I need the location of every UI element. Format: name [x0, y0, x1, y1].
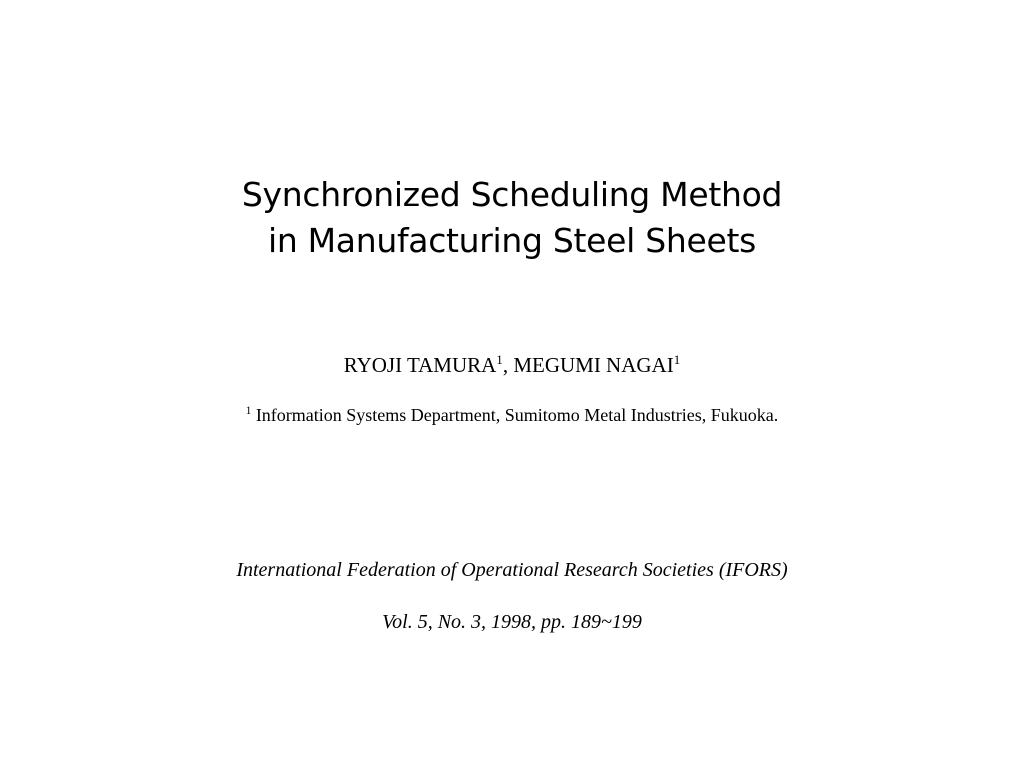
author-name: RYOJI TAMURA	[343, 353, 497, 377]
affiliation-marker: 1	[673, 352, 681, 367]
affiliation-marker: 1	[245, 405, 252, 417]
paper-title	[0, 172, 1024, 264]
author-list	[0, 350, 1024, 380]
author-name: MEGUMI NAGAI	[513, 353, 674, 377]
author-separator: ,	[502, 353, 514, 377]
title-line-2: in Manufacturing Steel Sheets	[267, 221, 757, 260]
affiliation-text: Information Systems Department, Sumitomo Metal Industries, Fukuoka.	[251, 405, 779, 425]
author-affiliation	[0, 402, 1024, 428]
volume-citation: Vol. 5, No. 3, 1998, pp. 189~199	[382, 611, 642, 633]
title-line-1: Synchronized Scheduling Method	[241, 175, 783, 214]
journal-name: International Federation of Operational Research Societies (IFORS)	[236, 559, 788, 581]
affiliation-marker: 1	[496, 352, 503, 367]
